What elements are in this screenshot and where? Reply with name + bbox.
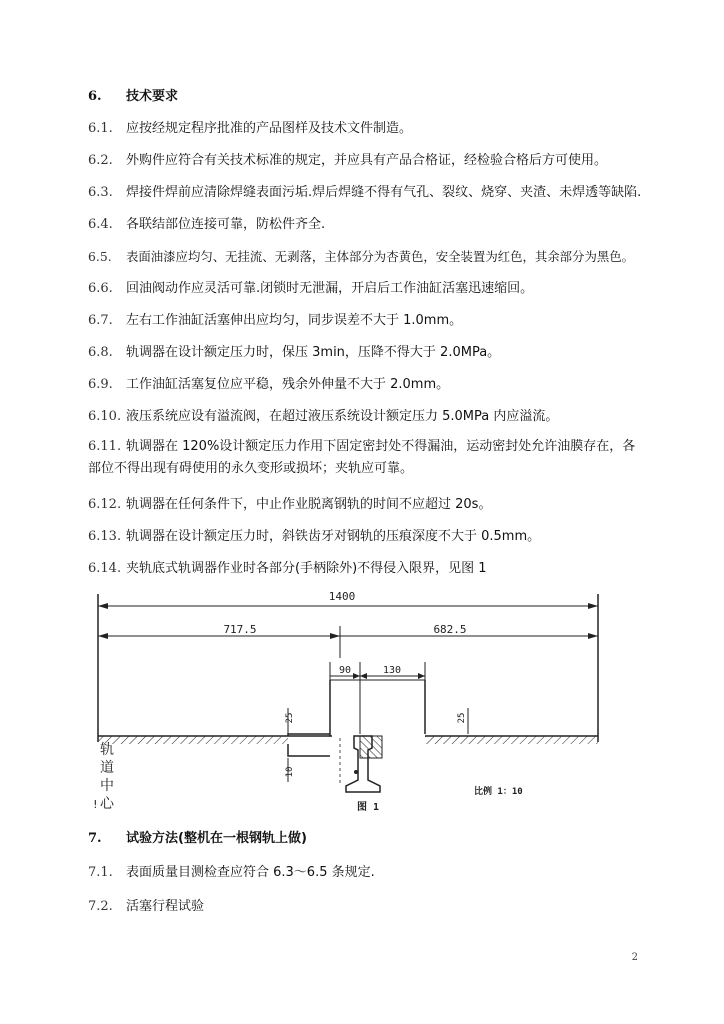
clause-7-2	[88, 898, 204, 916]
clause-6-9	[88, 376, 449, 394]
clause-6-7	[88, 312, 462, 330]
clause-6-6	[88, 280, 533, 298]
clause-text: 轨调器在设计额定压力时，保压 3min，压降不得大于 2.0MPa。	[126, 345, 501, 360]
svg-text:!: !	[92, 798, 99, 811]
dim-label-total: 1400	[328, 590, 356, 603]
clause-number: 6.3.	[88, 185, 113, 200]
section-number: 6.	[88, 89, 102, 104]
dim-label-left: 717.5	[223, 623, 257, 636]
clause-text: 各联结部位连接可靠，防松件齐全.	[126, 217, 326, 232]
clause-text: 轨调器在 120%设计额定压力作用下固定密封处不得漏油，运动密封处允许油膜存在，各部位不得出现有碍使用的永久变形或损坏；夹轨应可靠。	[88, 439, 636, 476]
clause-6-10	[88, 408, 558, 426]
clause-number: 6.6.	[88, 281, 113, 296]
clause-text: 表面质量目测检查应符合 6.3～6.5 条规定.	[126, 865, 375, 880]
clause-number: 6.1.	[88, 121, 113, 136]
figure-caption: 图 1	[356, 802, 380, 813]
clause-text: 工作油缸活塞复位应平稳，残余外伸量不大于 2.0mm。	[126, 377, 450, 392]
clause-text: 轨调器在任何条件下，中止作业脱离钢轨的时间不应超过 20s。	[126, 497, 492, 512]
section-heading-7	[88, 830, 307, 848]
clause-7-1	[88, 864, 375, 882]
clause-number: 6.7.	[88, 313, 113, 328]
clamp-block-hatch	[360, 736, 382, 758]
clause-number: 6.9.	[88, 377, 113, 392]
clause-text: 回油阀动作应灵活可靠.闭锁时无泄漏，开启后工作油缸活塞迅速缩回。	[126, 281, 534, 296]
section-title: 试验方法(整机在一根钢轨上做)	[126, 831, 307, 846]
clause-6-1	[88, 120, 412, 138]
clearance-profile	[330, 680, 332, 736]
clause-number: 6.10.	[88, 409, 122, 424]
clause-6-2	[88, 152, 607, 170]
clause-6-13	[88, 528, 540, 546]
clause-number: 7.1.	[88, 865, 113, 880]
clause-number: 6.4.	[88, 217, 113, 232]
track-center-label-2: 道	[100, 760, 114, 776]
dim-label-25-right: 25	[457, 712, 467, 724]
clause-6-11	[88, 436, 640, 480]
clause-text: 外购件应符合有关技术标准的规定，并应具有产品合格证，经检验合格后方可使用。	[126, 153, 608, 168]
clause-number: 6.13.	[88, 529, 122, 544]
clause-text: 焊接件焊前应清除焊缝表面污垢.焊后焊缝不得有气孔、裂纹、烧穿、夹渣、未焊透等缺陷.	[126, 185, 642, 200]
clause-text: 左右工作油缸活塞伸出应均匀，同步误差不大于 1.0mm。	[126, 313, 463, 328]
ground-hatch-left	[98, 736, 288, 744]
clause-6-14	[88, 560, 487, 578]
arrow-right	[588, 603, 598, 609]
clause-text: 表面油漆应均匀、无挂流、无剥落，主体部分为杏黄色，安全装置为红色，其余部分为黑色。	[126, 249, 635, 264]
clause-number: 7.2.	[88, 899, 113, 914]
dim-label-90: 90	[338, 665, 352, 676]
page-number: 2	[631, 952, 638, 963]
clause-number: 6.5.	[88, 249, 112, 264]
clause-text: 轨调器在设计额定压力时，斜铁齿牙对钢轨的压痕深度不大于 0.5mm。	[126, 529, 541, 544]
clause-6-8	[88, 344, 500, 362]
dim-label-130: 130	[382, 665, 402, 676]
section-heading-6	[88, 88, 178, 106]
clause-text: 活塞行程试验	[126, 899, 205, 914]
clause-text: 液压系统应设有溢流阀，在超过液压系统设计额定压力 5.0MPa 内应溢流。	[126, 409, 559, 424]
clause-number: 6.11.	[88, 439, 122, 454]
clause-number: 6.14.	[88, 561, 122, 576]
clause-6-3	[88, 184, 641, 202]
clause-6-4	[88, 216, 325, 234]
section-number: 7.	[88, 831, 102, 846]
clause-text: 应按经规定程序批准的产品图样及技术文件制造。	[126, 121, 413, 136]
clause-text: 夹轨底式轨调器作业时各部分(手柄除外)不得侵入限界，见图 1	[126, 561, 487, 576]
clause-number: 6.12.	[88, 497, 122, 512]
clause-6-5	[88, 248, 634, 266]
figure-scale: 比例 1：10	[474, 787, 523, 797]
clause-number: 6.2.	[88, 153, 113, 168]
track-center-label-3: 中	[100, 778, 114, 794]
clause-6-12	[88, 496, 491, 514]
ground-hatch-right	[425, 736, 598, 744]
track-center-label-4: 心	[100, 796, 114, 812]
arrow-left	[98, 603, 108, 609]
dim-label-right: 682.5	[433, 623, 467, 636]
clause-number: 6.8.	[88, 345, 113, 360]
figure-1-clearance-diagram	[92, 586, 612, 821]
track-center-label-1: 轨	[100, 742, 114, 758]
dim-label-25-left: 25	[285, 712, 295, 724]
section-title: 技术要求	[126, 89, 179, 104]
dim-label-10: 10	[285, 766, 295, 778]
